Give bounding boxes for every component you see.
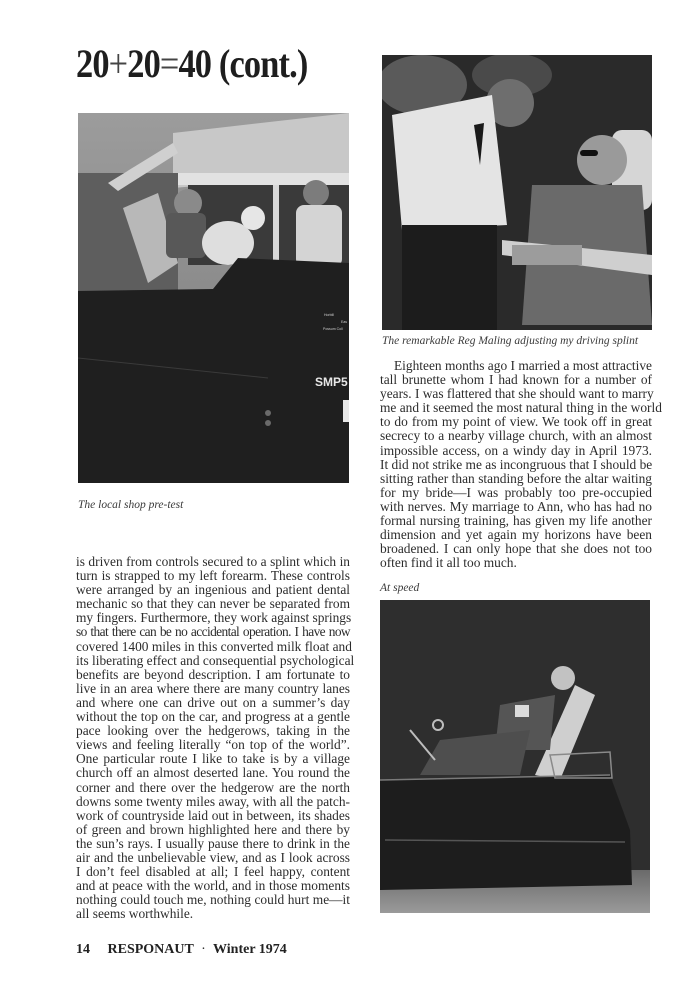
text-line: so that there can be no accidental operation. I have now xyxy=(76,624,350,640)
title-equals: = xyxy=(159,41,179,86)
text-line: and at peace with the world, and in those moments xyxy=(76,878,350,894)
text-line: covered 1400 miles in this converted milk float and xyxy=(76,638,352,654)
text-line: nothing could touch me, nothing could hurt me—it xyxy=(76,892,350,908)
photo-reg-maling-image xyxy=(382,55,652,330)
text-line: mechanic so that they can never be separated from xyxy=(76,596,350,612)
text-line: to do from my point of view. We took off in great xyxy=(380,414,652,430)
text-line: impossible access, on a windy day in April 1973. xyxy=(380,442,652,458)
text-line: It did not strike me as incongruous that I should be xyxy=(380,456,653,472)
title-plus: + xyxy=(108,41,128,86)
text-line: its liberating effect and consequential psychological xyxy=(76,652,355,668)
photo-at-speed xyxy=(380,600,650,913)
text-line: secrecy to a nearby village church, with an almost xyxy=(380,428,652,444)
text-line: were arranged by an ingenious and patient dental xyxy=(76,582,350,598)
text-line: sitting rather than standing before the altar waiting xyxy=(380,470,652,486)
issue-date: Winter 1974 xyxy=(213,942,287,957)
text-line: turn is strapped to my left forearm. These controls xyxy=(76,568,350,584)
page-number: 14 xyxy=(76,942,90,957)
text-line: Eighteen months ago I married a most attractive xyxy=(394,358,652,373)
photo-reg-maling xyxy=(382,55,652,330)
title-part: 20 xyxy=(127,41,160,86)
text-line: corner and there over the hedgerow are the north xyxy=(76,779,350,795)
caption-at-speed: At speed xyxy=(380,582,420,594)
caption-local-shop: The local shop pre-test xyxy=(78,499,184,511)
title-suffix: (cont.) xyxy=(211,41,308,86)
text-line: tall brunette whom I had known for a number of xyxy=(380,372,652,388)
text-line: I don’t feel disabled at all; I feel happy, content xyxy=(76,864,350,880)
svg-text:Possum Coll: Possum Coll xyxy=(323,327,343,331)
text-line: dimension and yet again my horizons have been xyxy=(380,527,652,543)
caption-reg-maling: The remarkable Reg Maling adjusting my driving splint xyxy=(382,335,639,347)
text-line: for my bride—I was probably too pre-occupied xyxy=(380,484,652,500)
text-line: pace looking over the hedgerows, taking in the xyxy=(76,723,350,739)
text-line: and where one can drive out on a summer’s day xyxy=(76,694,350,710)
text-line: live in an area where there are many country lanes xyxy=(76,680,350,696)
text-line: the sun’s rays. I usually pause there to drink in the xyxy=(76,835,350,851)
text-line: years. I was flattered that she should want to marry xyxy=(380,386,654,402)
right-column-text xyxy=(380,358,662,571)
title-part: 20 xyxy=(76,41,109,86)
title-part: 40 xyxy=(178,41,212,86)
page-footer xyxy=(76,942,287,958)
text-line: is driven from controls secured to a splint which in xyxy=(76,554,350,569)
footer-separator: · xyxy=(201,942,206,957)
text-line: downs some twenty miles away, with all the patch- xyxy=(76,793,350,809)
text-line: benefits are beyond description. I am fortunate to xyxy=(76,666,350,682)
photo-local-shop-image xyxy=(78,113,349,483)
text-line: me and it seemed the most natural thing in the world xyxy=(380,400,662,416)
text-line: with nerves. My marriage to Ann, who has had no xyxy=(380,498,652,514)
plate-text: SMP5 xyxy=(315,375,348,389)
svg-text:Eas: Eas xyxy=(341,320,348,324)
text-line: without the top on the car, and progress at a gentle xyxy=(76,709,350,725)
text-line: views and feeling literally “on top of the world”. xyxy=(76,737,350,753)
publication-name: RESPONAUT xyxy=(107,942,194,957)
text-line: of green and brown highlighted here and there by xyxy=(76,821,350,837)
text-line: often find it all too much. xyxy=(380,555,517,571)
text-line: One particular route I like to take is by a village xyxy=(76,751,350,767)
photo-local-shop xyxy=(78,113,349,483)
text-line: work of countryside laid out in between, its shades xyxy=(76,807,350,823)
photo-at-speed-image xyxy=(380,600,650,913)
svg-text:Horbill: Horbill xyxy=(324,313,334,317)
text-line: air and the unbelievable view, and as I look across xyxy=(76,849,350,865)
left-column-text xyxy=(76,554,355,922)
text-line: my fingers. Furthermore, they work against springs xyxy=(76,610,352,626)
text-line: church off an almost deserted lane. You round the xyxy=(76,765,350,781)
text-line: broadened. I can only hope that she does not too xyxy=(380,541,652,557)
text-line: all seems worthwhile. xyxy=(76,906,194,922)
page-title xyxy=(76,41,308,86)
text-line: formal nursing training, has given my life another xyxy=(380,513,652,529)
